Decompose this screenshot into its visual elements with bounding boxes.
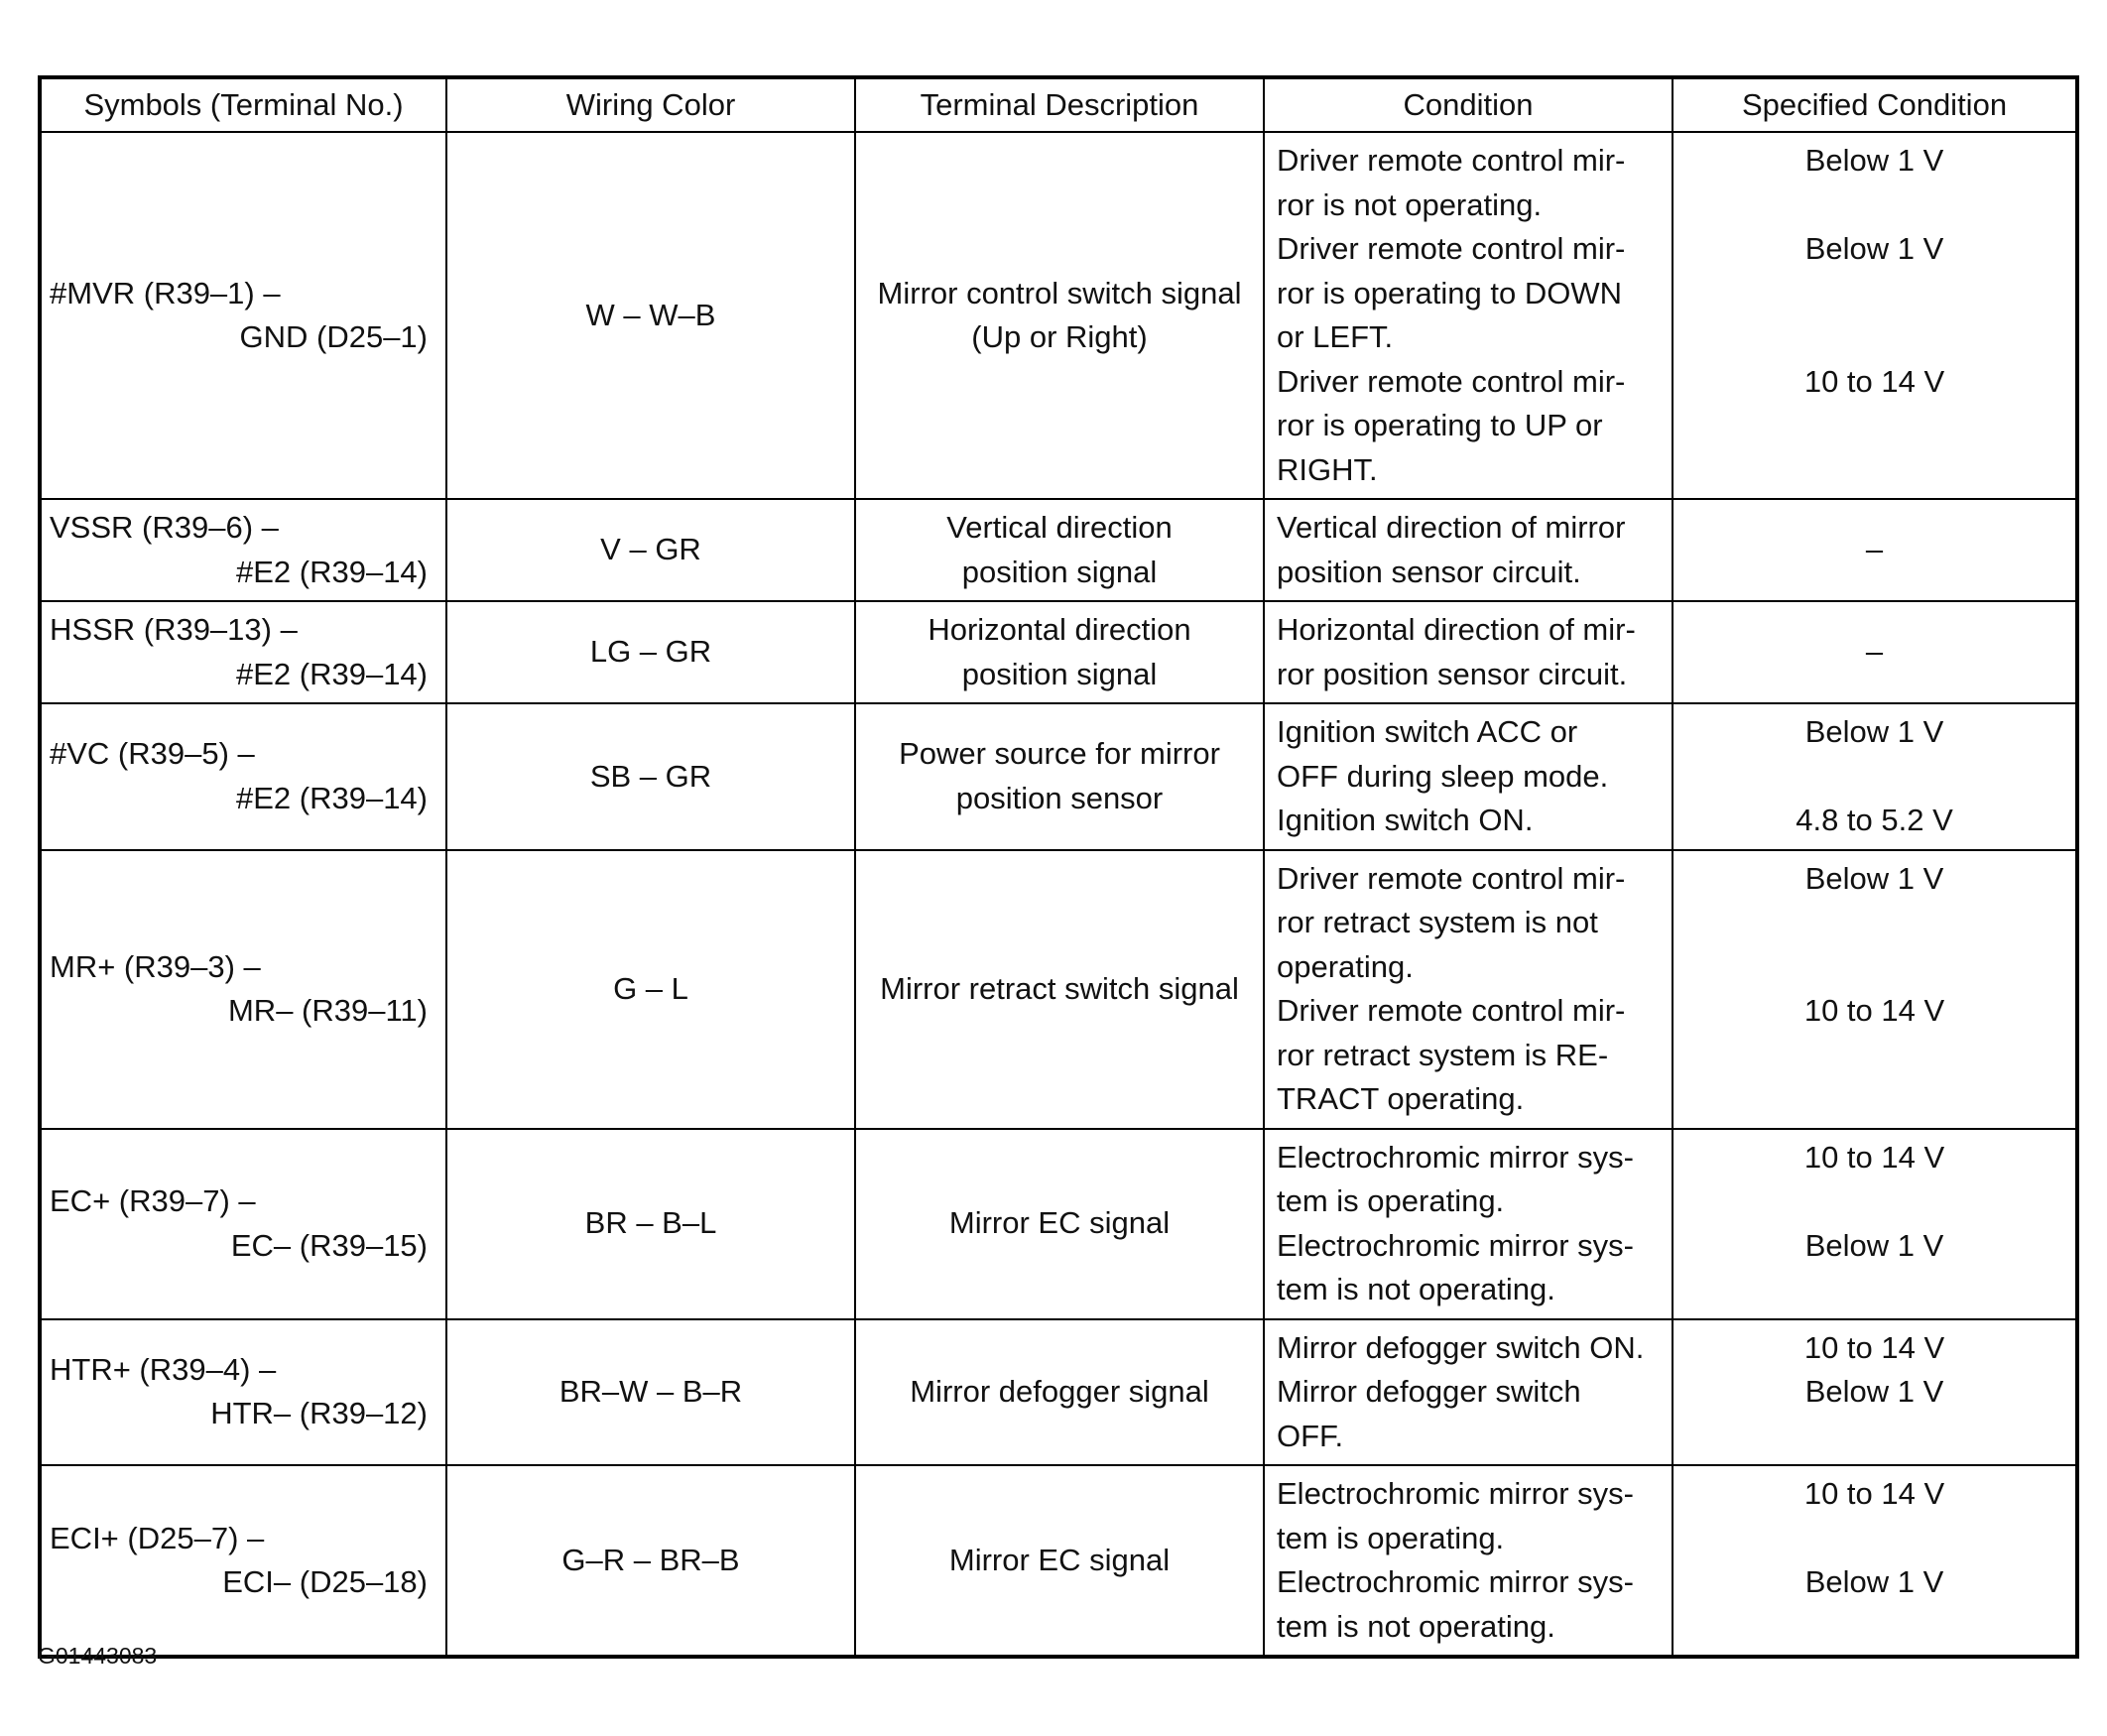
- description-line: position signal: [961, 554, 1158, 589]
- specified-condition-cell: [1673, 132, 2077, 499]
- spec-value: Below 1 V: [1804, 1374, 1944, 1409]
- condition-cell: [1264, 1465, 1673, 1657]
- header-symbols: Symbols (Terminal No.): [40, 77, 446, 132]
- description-line: Horizontal direction: [928, 612, 1191, 647]
- spec-value: 10 to 14 V: [1803, 363, 1945, 399]
- spec-value: Below 1 V: [1804, 860, 1944, 896]
- description-cell: [855, 703, 1264, 850]
- table-row: [40, 1465, 2077, 1657]
- condition-cell: [1264, 601, 1673, 703]
- wiring-color-cell: G–R – BR–B: [446, 1465, 855, 1657]
- condition-line: Ignition switch ACC or: [1277, 714, 1578, 749]
- wiring-color-cell: BR – B–L: [446, 1129, 855, 1319]
- condition-cell: [1264, 132, 1673, 499]
- condition-line: Driver remote control mir-: [1277, 231, 1626, 266]
- symbol-cell: [40, 601, 446, 703]
- spec-value: Below 1 V: [1804, 231, 1944, 266]
- spec-value: 10 to 14 V: [1803, 1139, 1945, 1175]
- description-cell: [855, 1319, 1264, 1466]
- symbol-cell: [40, 132, 446, 499]
- symbol-cell: [40, 1319, 446, 1466]
- table-header-row: [40, 77, 2077, 132]
- symbol-line: #VC (R39–5) –: [50, 736, 255, 772]
- wiring-color-cell: V – GR: [446, 499, 855, 601]
- symbol-line: EC+ (R39–7) –: [50, 1183, 256, 1218]
- table-row: [40, 1319, 2077, 1466]
- description-cell: [855, 601, 1264, 703]
- table-row: [40, 850, 2077, 1129]
- symbol-line: ECI+ (D25–7) –: [50, 1520, 265, 1555]
- condition-cell: [1264, 703, 1673, 850]
- condition-line: TRACT operating.: [1277, 1081, 1525, 1116]
- symbol-line: GND (D25–1): [239, 319, 428, 354]
- condition-line: Vertical direction of mirror: [1277, 510, 1626, 545]
- condition-cell: [1264, 499, 1673, 601]
- description-line: Power source for mirror: [899, 736, 1220, 772]
- description-line: Mirror defogger signal: [910, 1374, 1209, 1409]
- symbol-line: #E2 (R39–14): [235, 554, 428, 589]
- wiring-color-cell: G – L: [446, 850, 855, 1129]
- condition-line: RIGHT.: [1277, 451, 1378, 487]
- description-line: Mirror EC signal: [948, 1205, 1171, 1241]
- description-cell: [855, 1129, 1264, 1319]
- symbol-line: HTR– (R39–12): [210, 1396, 428, 1431]
- table-row: [40, 1129, 2077, 1319]
- specified-condition-cell: [1673, 1465, 2077, 1657]
- spec-value: Below 1 V: [1804, 143, 1944, 178]
- condition-line: Driver remote control mir-: [1277, 363, 1626, 399]
- description-line: position sensor: [955, 780, 1164, 815]
- condition-line: Electrochromic mirror sys-: [1277, 1476, 1634, 1511]
- spec-value: Below 1 V: [1804, 1564, 1944, 1599]
- condition-line: Driver remote control mir-: [1277, 143, 1626, 178]
- symbol-cell: [40, 1129, 446, 1319]
- symbol-line: VSSR (R39–6) –: [50, 510, 279, 545]
- spec-value: 4.8 to 5.2 V: [1796, 803, 1953, 837]
- condition-line: Electrochromic mirror sys-: [1277, 1227, 1634, 1263]
- header-wiring-color: Wiring Color: [446, 77, 855, 132]
- spec-value: 10 to 14 V: [1803, 1329, 1945, 1365]
- specified-condition-cell: –: [1673, 601, 2077, 703]
- description-line: Mirror retract switch signal: [880, 970, 1239, 1006]
- symbol-cell: [40, 703, 446, 850]
- description-cell: [855, 1465, 1264, 1657]
- specified-condition-cell: [1673, 1129, 2077, 1319]
- condition-line: position sensor circuit.: [1277, 554, 1581, 589]
- description-cell: [855, 132, 1264, 499]
- symbol-line: MR– (R39–11): [227, 993, 428, 1028]
- spec-value: 10 to 14 V: [1803, 1476, 1945, 1511]
- condition-line: tem is not operating.: [1277, 1272, 1555, 1306]
- symbol-line: EC– (R39–15): [230, 1227, 428, 1263]
- symbol-line: MR+ (R39–3) –: [50, 948, 261, 984]
- condition-line: Mirror defogger switch: [1277, 1374, 1581, 1409]
- condition-line: ror is operating to UP or: [1277, 408, 1603, 442]
- condition-line: ror retract system is not: [1277, 905, 1598, 939]
- condition-line: ror retract system is RE-: [1277, 1037, 1609, 1072]
- wiring-color-cell: W – W–B: [446, 132, 855, 499]
- terminal-table: [38, 75, 2079, 1659]
- condition-line: ror position sensor circuit.: [1277, 656, 1628, 691]
- header-specified-condition: Specified Condition: [1673, 77, 2077, 132]
- description-line: Mirror control switch signal: [877, 275, 1242, 310]
- description-cell: [855, 850, 1264, 1129]
- condition-cell: [1264, 1319, 1673, 1466]
- description-cell: [855, 499, 1264, 601]
- condition-line: OFF.: [1277, 1418, 1344, 1453]
- symbol-line: #E2 (R39–14): [235, 780, 428, 815]
- condition-cell: [1264, 850, 1673, 1129]
- wiring-color-cell: BR–W – B–R: [446, 1319, 855, 1466]
- symbol-cell: [40, 850, 446, 1129]
- description-line: Mirror EC signal: [948, 1542, 1171, 1577]
- condition-cell: [1264, 1129, 1673, 1319]
- description-line: Vertical direction: [946, 510, 1173, 545]
- condition-line: or LEFT.: [1277, 319, 1394, 354]
- condition-line: Driver remote control mir-: [1277, 860, 1626, 896]
- condition-line: Driver remote control mir-: [1277, 993, 1626, 1028]
- symbol-cell: [40, 1465, 446, 1657]
- table-row: [40, 601, 2077, 703]
- condition-line: OFF during sleep mode.: [1277, 758, 1609, 794]
- table-row: [40, 703, 2077, 850]
- description-line: position signal: [961, 656, 1158, 691]
- description-line: (Up or Right): [971, 319, 1148, 354]
- condition-line: tem is operating.: [1277, 1520, 1505, 1555]
- condition-line: operating.: [1277, 948, 1414, 984]
- symbol-line: ECI– (D25–18): [222, 1564, 428, 1599]
- condition-line: Electrochromic mirror sys-: [1277, 1564, 1634, 1599]
- symbol-line: #MVR (R39–1) –: [50, 275, 281, 310]
- specified-condition-cell: [1673, 703, 2077, 850]
- table-row: [40, 499, 2077, 601]
- spec-value: Below 1 V: [1804, 714, 1944, 749]
- symbol-line: HTR+ (R39–4) –: [50, 1351, 277, 1387]
- specified-condition-cell: [1673, 1319, 2077, 1466]
- wiring-color-cell: SB – GR: [446, 703, 855, 850]
- symbol-cell: [40, 499, 446, 601]
- symbol-line: HSSR (R39–13) –: [50, 612, 298, 647]
- figure-id: G01443083: [38, 1643, 158, 1669]
- condition-line: Horizontal direction of mir-: [1277, 612, 1636, 647]
- condition-line: Electrochromic mirror sys-: [1277, 1139, 1634, 1175]
- wiring-color-cell: LG – GR: [446, 601, 855, 703]
- condition-line: tem is not operating.: [1277, 1608, 1555, 1644]
- condition-line: tem is operating.: [1277, 1183, 1505, 1218]
- condition-line: ror is operating to DOWN: [1277, 275, 1622, 310]
- table-row: [40, 132, 2077, 499]
- symbol-line: #E2 (R39–14): [235, 656, 428, 691]
- specified-condition-cell: –: [1673, 499, 2077, 601]
- spec-value: 10 to 14 V: [1803, 993, 1945, 1028]
- spec-value: Below 1 V: [1804, 1227, 1944, 1263]
- condition-line: Mirror defogger switch ON.: [1277, 1329, 1645, 1365]
- header-terminal-description: Terminal Description: [855, 77, 1264, 132]
- header-condition: Condition: [1264, 77, 1673, 132]
- condition-line: ror is not operating.: [1277, 186, 1543, 222]
- specified-condition-cell: [1673, 850, 2077, 1129]
- condition-line: Ignition switch ON.: [1277, 803, 1534, 837]
